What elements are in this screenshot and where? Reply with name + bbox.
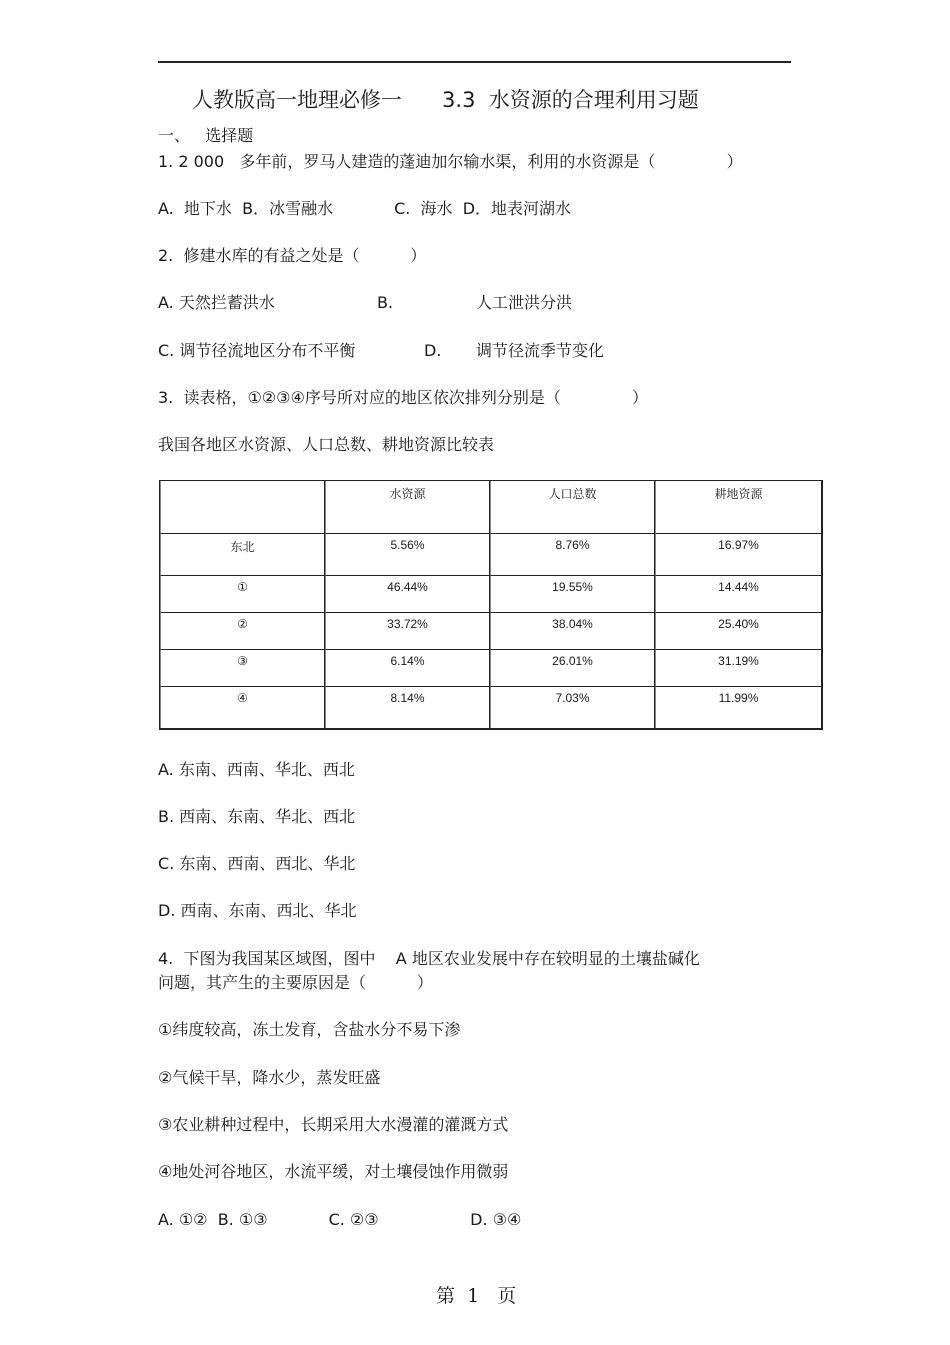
table-cell: 19.55% [490,576,655,613]
table-row [160,650,821,687]
table-row [160,613,821,650]
table-cell: 46.44% [325,576,490,613]
q4-item-4: ④地处河谷地区，水流平缓，对土壤侵蚀作用微弱 [158,1162,509,1181]
table-cell: ③ [160,650,325,687]
q4-item-2: ②气候干旱，降水少，蒸发旺盛 [158,1068,381,1087]
page-title: 人教版高一地理必修一 3.3 水资源的合理利用习题 [192,88,699,112]
q3-option-b: B. 西南、东南、华北、西北 [158,807,356,826]
table-header-cell: 耕地资源 [655,481,821,534]
q1-options: A. 地下水 B．冰雪融水 C. 海水 D．地表河湖水 [158,199,572,218]
table-header-row [160,481,821,534]
table-cell: 38.04% [490,613,655,650]
table-cell: ④ [160,687,325,728]
q2-option-a: A. 天然拦蓄洪水 [158,293,275,312]
table-cell: 7.03% [490,687,655,728]
table-cell: 8.76% [490,534,655,576]
table-cell: 25.40% [655,613,821,650]
table-row [160,534,821,576]
section-heading: 一、 选择题 [158,126,254,145]
comparison-table [159,480,823,730]
q1-stem: 1. 2 000 多年前，罗马人建造的蓬迪加尔输水渠，利用的水资源是（ ） [158,152,743,171]
header-rule [158,61,791,63]
table-cell: 东北 [160,534,325,576]
table-cell: ① [160,576,325,613]
table-cell: 5.56% [325,534,490,576]
q2-option-d-text: 调节径流季节变化 [476,341,605,360]
table-cell: 11.99% [655,687,821,728]
table-row [160,576,821,613]
q2-option-c: C. 调节径流地区分布不平衡 [158,341,356,360]
q3-option-d: D. 西南、东南、西北、华北 [158,901,357,920]
table-cell: 8.14% [325,687,490,728]
table-cell: 16.97% [655,534,821,576]
page-number: 第 1 页 [436,1285,517,1307]
table-cell: 31.19% [655,650,821,687]
table-cell: 33.72% [325,613,490,650]
q4-item-1: ①纬度较高，冻土发育，含盐水分不易下渗 [158,1020,461,1039]
q4-stem-line2: 问题，其产生的主要原因是（ ） [158,973,433,992]
table-header-cell: 人口总数 [490,481,655,534]
table-cell: 26.01% [490,650,655,687]
table-caption: 我国各地区水资源、人口总数、耕地资源比较表 [158,435,495,454]
q2-option-d: D. [424,341,442,360]
q3-option-c: C. 东南、西南、西北、华北 [158,854,356,873]
q2-option-b-text: 人工泄洪分洪 [476,293,573,312]
q4-item-3: ③农业耕种过程中，长期采用大水漫灌的灌溉方式 [158,1115,509,1134]
q3-option-a: A. 东南、西南、华北、西北 [158,760,355,779]
table-row [160,687,821,728]
q2-stem: 2. 修建水库的有益之处是（ ） [158,246,427,265]
q2-option-b: B. [377,293,394,312]
table-header-cell: 水资源 [325,481,490,534]
q4-stem-line1: 4. 下图为我国某区域图，图中 A 地区农业发展中存在较明显的土壤盐碱化 [158,949,700,968]
table-header-cell [160,481,325,534]
table-cell: 14.44% [655,576,821,613]
q3-stem: 3. 读表格，①②③④序号所对应的地区依次排列分别是（ ） [158,388,649,407]
table-cell: 6.14% [325,650,490,687]
table-cell: ② [160,613,325,650]
q4-options: A. ①② B. ①③ C. ②③ D. ③④ [158,1210,522,1229]
